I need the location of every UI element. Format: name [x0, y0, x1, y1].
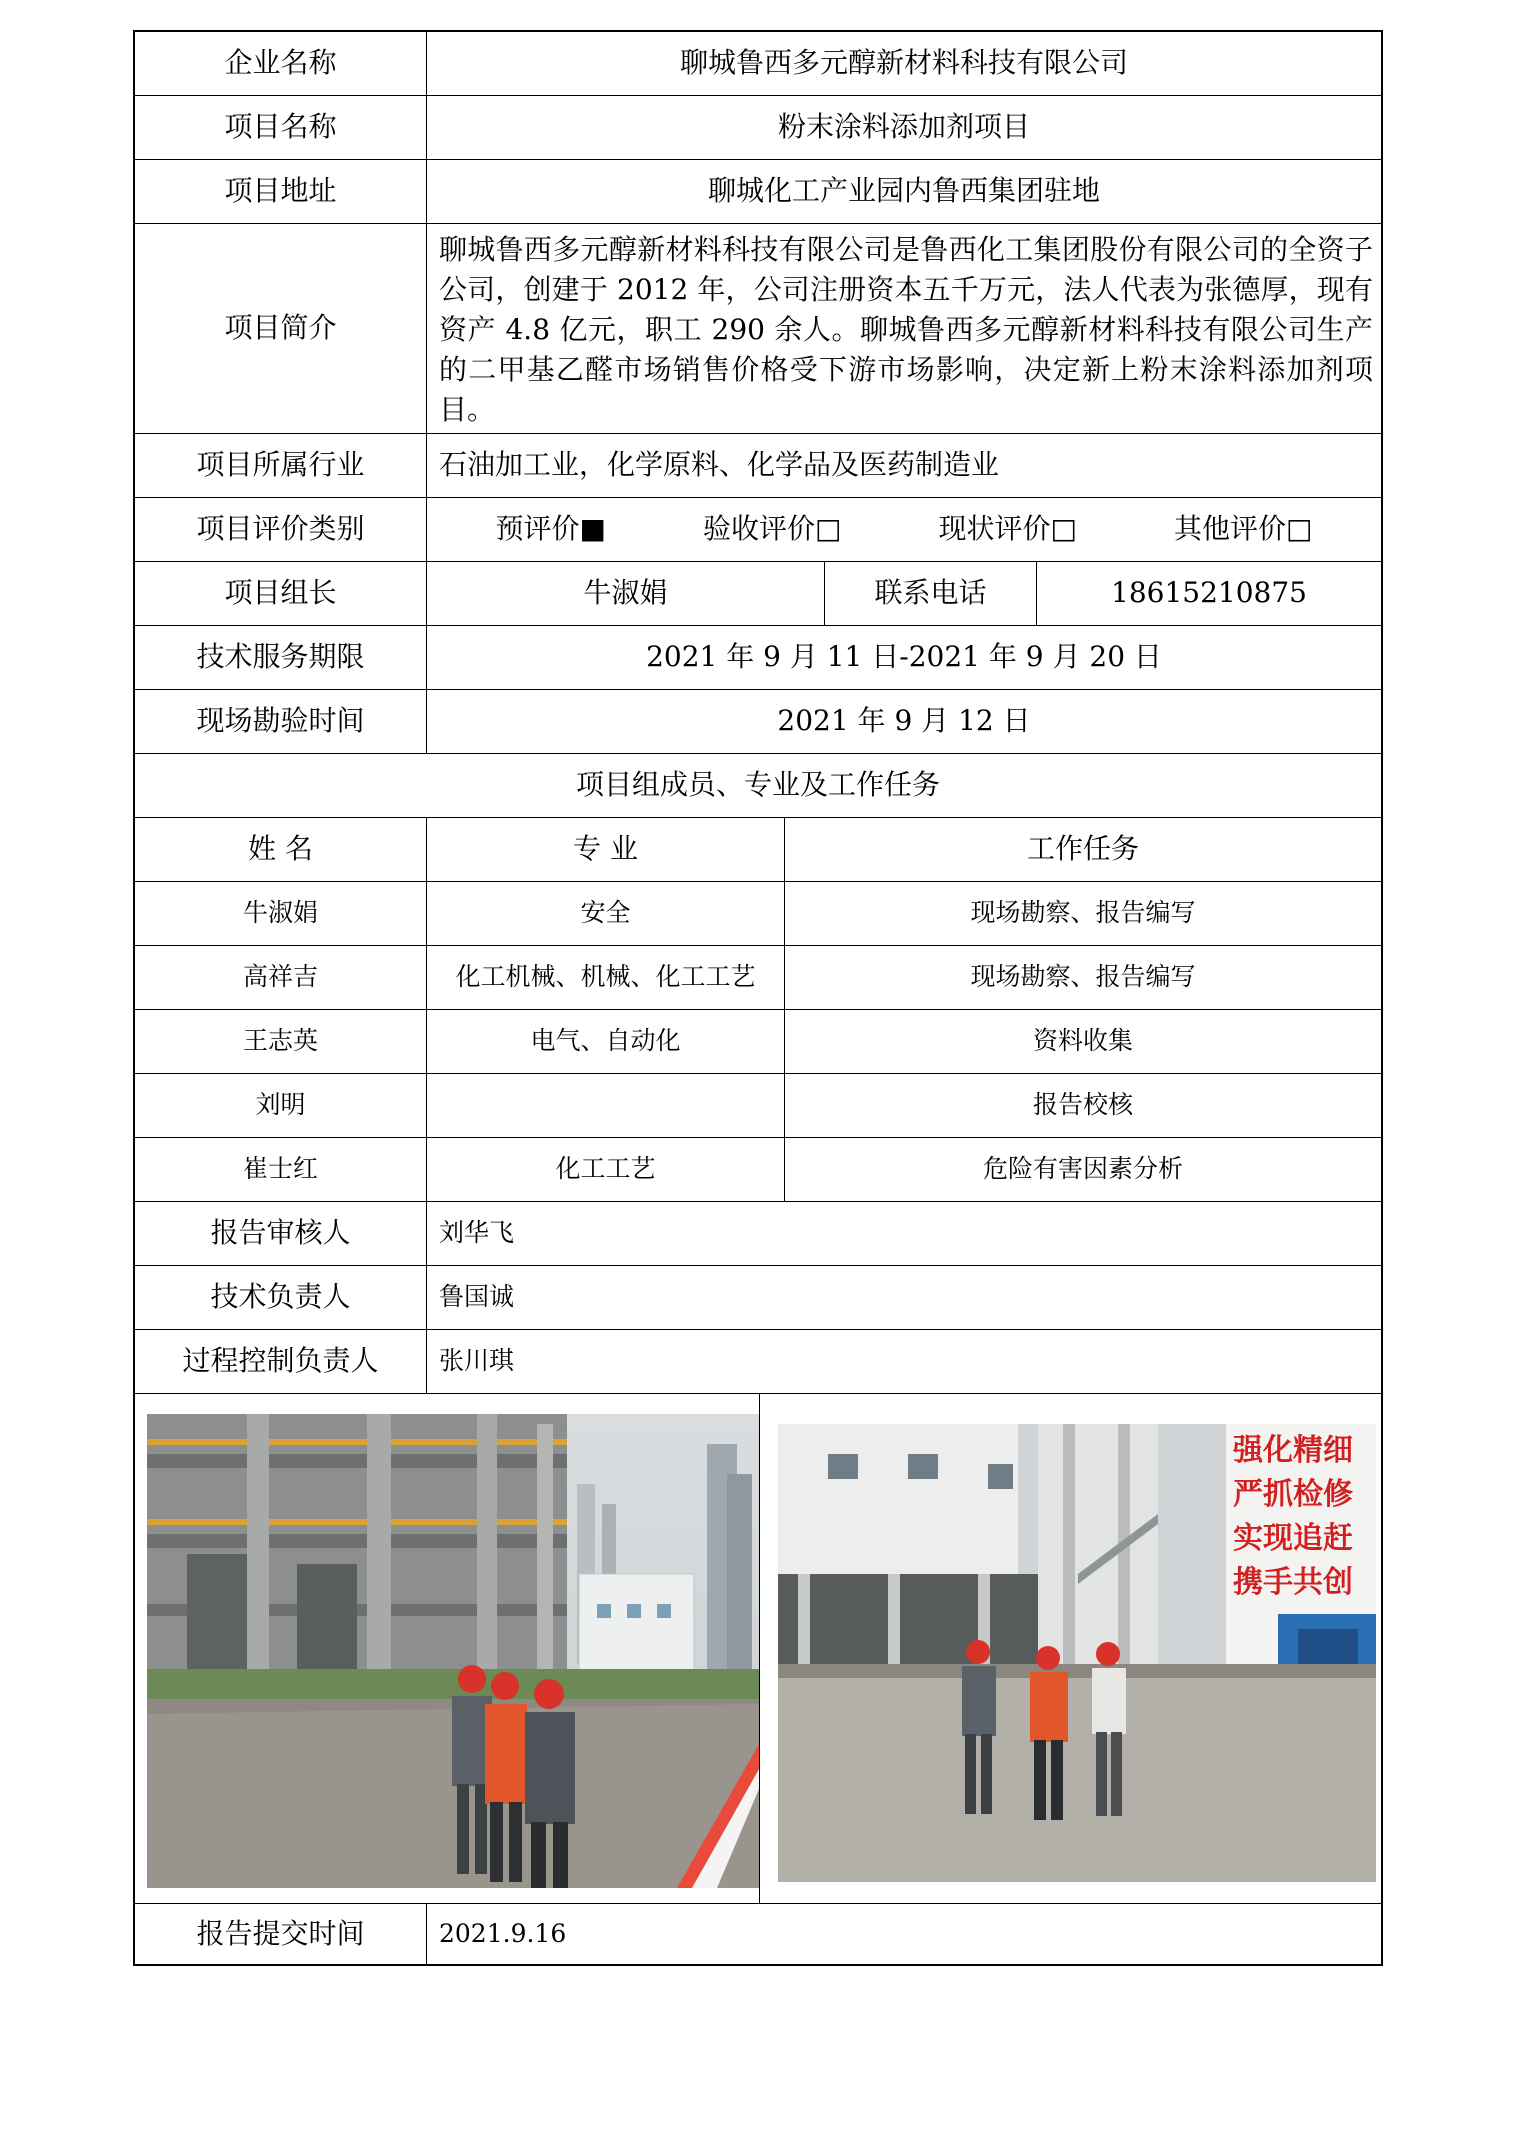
row-process-lead — [135, 1330, 1381, 1394]
member-name: 高祥吉 — [135, 946, 427, 1009]
eval-option-pre[interactable]: 预评价■ — [495, 512, 606, 546]
evaluation-type-label: 项目评价类别 — [135, 498, 427, 561]
tech-lead-value: 鲁国诚 — [439, 1282, 515, 1312]
site-photo-right — [778, 1424, 1376, 1882]
table-row — [135, 882, 1381, 946]
member-major: 化工机械、机械、化工工艺 — [427, 946, 785, 1009]
row-members-title — [135, 754, 1381, 818]
phone-label: 联系电话 — [825, 562, 1037, 625]
site-photo-left — [147, 1414, 759, 1888]
tech-lead-label: 技术负责人 — [135, 1266, 427, 1329]
svg-text:严抓检修: 严抓检修 — [1233, 1477, 1353, 1512]
project-address-label: 项目地址 — [135, 160, 427, 223]
reviewer-label: 报告审核人 — [135, 1202, 427, 1265]
project-address-value: 聊城化工产业园内鲁西集团驻地 — [707, 174, 1100, 208]
row-reviewer — [135, 1202, 1381, 1266]
row-site-photos — [135, 1394, 1381, 1904]
table-row — [135, 1074, 1381, 1138]
member-major: 化工工艺 — [427, 1138, 785, 1201]
member-task: 报告校核 — [1032, 1090, 1133, 1120]
industry-label: 项目所属行业 — [135, 434, 427, 497]
row-survey-time — [135, 690, 1381, 754]
row-evaluation-type — [135, 498, 1381, 562]
table-row — [135, 1138, 1381, 1202]
evaluation-type-options — [427, 498, 1381, 561]
submit-time-value: 2021.9.16 — [439, 1918, 567, 1948]
process-lead-label: 过程控制负责人 — [135, 1330, 427, 1393]
slogan-sign-text: 强化精细 — [1233, 1433, 1353, 1468]
member-task: 资料收集 — [1032, 1026, 1133, 1056]
members-section-title: 项目组成员、专业及工作任务 — [575, 768, 940, 802]
member-name: 崔士红 — [135, 1138, 427, 1201]
team-leader-label: 项目组长 — [135, 562, 427, 625]
members-header-task: 工作任务 — [1026, 832, 1139, 866]
eval-option-acceptance[interactable]: 验收评价□ — [703, 512, 842, 546]
member-task: 现场勘察、报告编写 — [970, 962, 1196, 992]
members-header-major: 专 业 — [427, 818, 785, 881]
company-label: 企业名称 — [135, 32, 427, 95]
phone-value: 18615210875 — [1111, 576, 1307, 610]
survey-time-value: 2021 年 9 月 12 日 — [777, 704, 1031, 738]
members-header-row — [135, 818, 1381, 882]
member-major — [427, 1074, 785, 1137]
member-task: 危险有害因素分析 — [982, 1154, 1183, 1184]
eval-option-status[interactable]: 现状评价□ — [938, 512, 1077, 546]
member-task: 现场勘察、报告编写 — [970, 898, 1196, 928]
row-submit-time — [135, 1904, 1381, 1964]
team-leader-value: 牛淑娟 — [427, 562, 825, 625]
project-intro-label: 项目简介 — [135, 224, 427, 433]
svg-text:携手共创: 携手共创 — [1233, 1565, 1353, 1600]
table-row — [135, 946, 1381, 1010]
row-project-address — [135, 160, 1381, 224]
member-name: 牛淑娟 — [135, 882, 427, 945]
member-major: 电气、自动化 — [427, 1010, 785, 1073]
service-period-label: 技术服务期限 — [135, 626, 427, 689]
member-major: 安全 — [427, 882, 785, 945]
eval-option-other[interactable]: 其他评价□ — [1174, 512, 1313, 546]
submit-time-label: 报告提交时间 — [135, 1904, 427, 1964]
row-company — [135, 32, 1381, 96]
project-info-table — [133, 30, 1383, 1966]
svg-text:实现追赶: 实现追赶 — [1233, 1521, 1353, 1556]
company-value: 聊城鲁西多元醇新材料科技有限公司 — [679, 46, 1128, 80]
row-tech-lead — [135, 1266, 1381, 1330]
service-period-value: 2021 年 9 月 11 日-2021 年 9 月 20 日 — [646, 640, 1162, 674]
member-name: 刘明 — [135, 1074, 427, 1137]
row-project-name — [135, 96, 1381, 160]
row-team-leader — [135, 562, 1381, 626]
row-service-period — [135, 626, 1381, 690]
project-name-value: 粉末涂料添加剂项目 — [777, 110, 1030, 144]
survey-time-label: 现场勘验时间 — [135, 690, 427, 753]
member-name: 王志英 — [135, 1010, 427, 1073]
reviewer-value: 刘华飞 — [439, 1218, 515, 1248]
project-name-label: 项目名称 — [135, 96, 427, 159]
process-lead-value: 张川琪 — [439, 1346, 515, 1376]
table-row — [135, 1010, 1381, 1074]
row-project-intro — [135, 224, 1381, 434]
project-intro-value: 聊城鲁西多元醇新材料科技有限公司是鲁西化工集团股份有限公司的全资子公司，创建于 2012 年，公司注册资本五千万元，法人代表为张德厚，现有资产 4.8 亿元，职工 290 余人。聊城鲁西多元醇新材料科技有限公司生产的二甲基乙醛市场销售价格受下游市场影响，决定新上粉末涂料添加剂项目。 — [439, 233, 1373, 426]
industry-value: 石油加工业，化学原料、化学品及医药制造业 — [439, 448, 1000, 482]
row-industry — [135, 434, 1381, 498]
members-header-name: 姓 名 — [135, 818, 427, 881]
